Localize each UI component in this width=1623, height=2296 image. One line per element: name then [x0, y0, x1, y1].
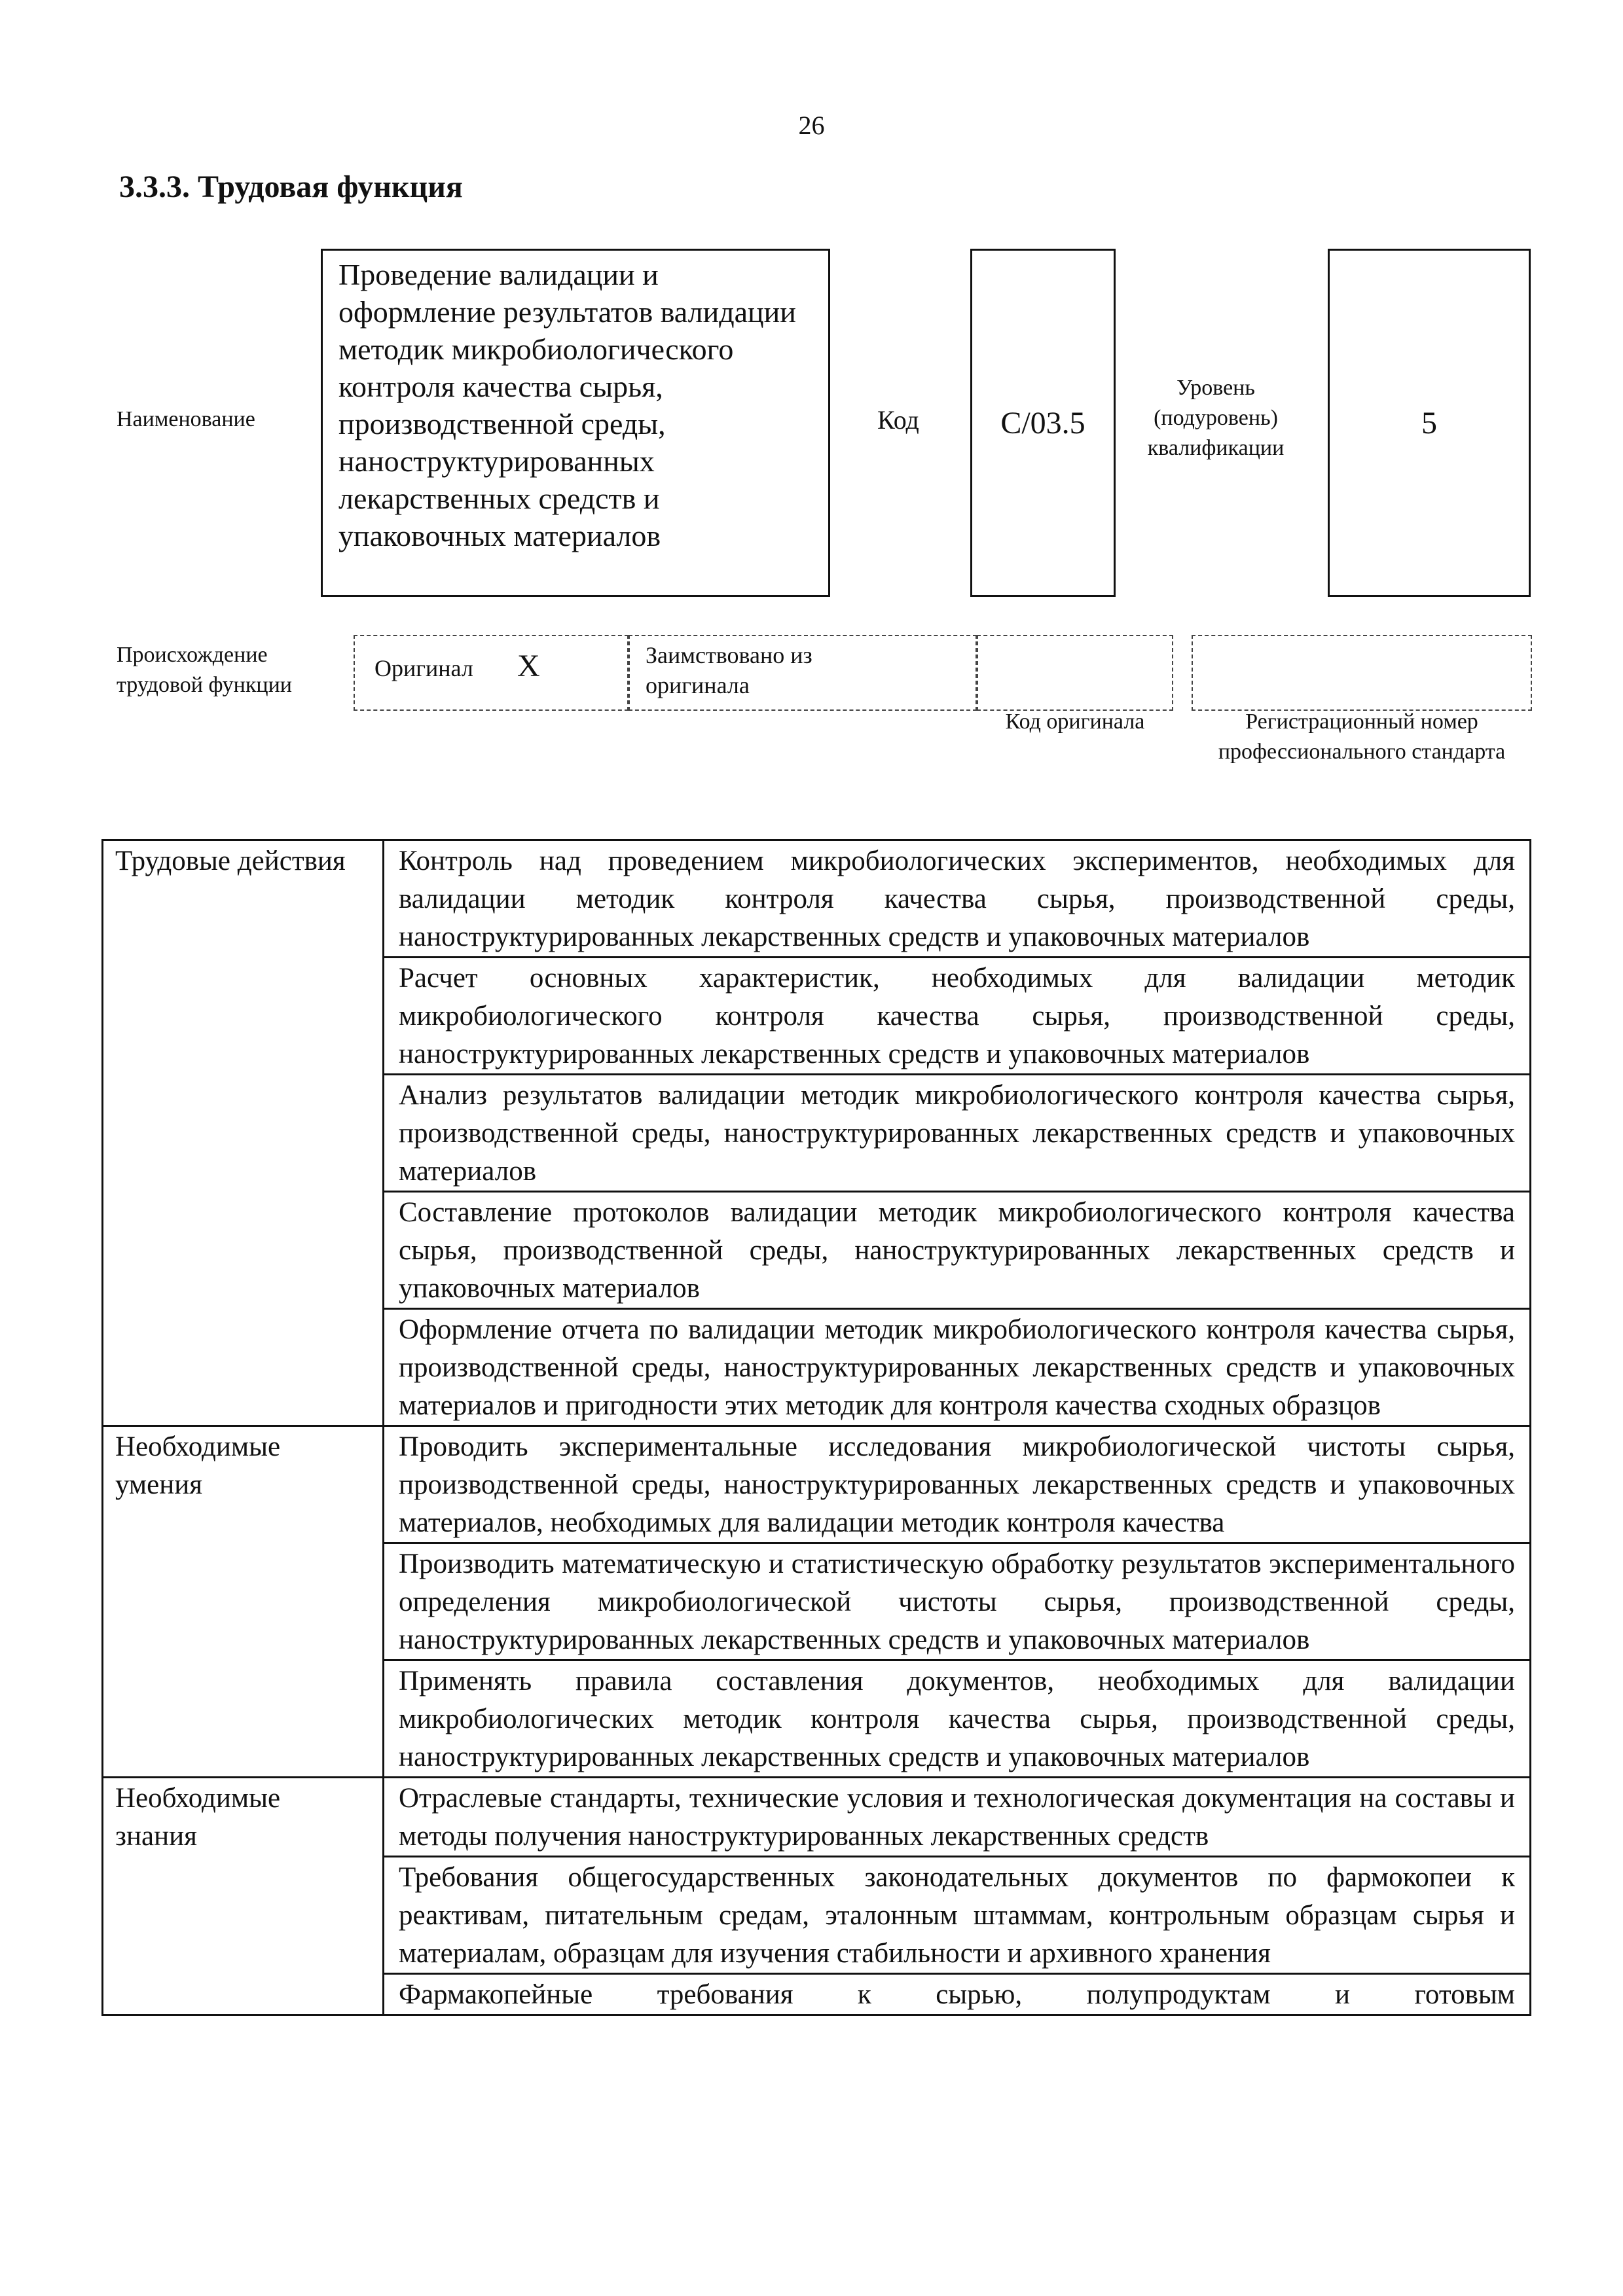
skill-item: Проводить экспериментальные исследования микробиологической чистоты сырья, производственной среды, наноструктурированных лекарственных средств и упаковочных материалов, необходимых для валидации методик контроля качества [384, 1426, 1531, 1543]
code-label: Код [877, 405, 919, 435]
skill-item: Производить математическую и статистическую обработку результатов экспериментального определения микробиологической чистоты сырья, производственной среды, наноструктурированных лекарственных средств и упаковочных материалов [384, 1543, 1531, 1660]
skill-item: Применять правила составления документов, необходимых для валидации микробиологических методик контроля качества сырья, производственной среды, наноструктурированных лекарственных средств и упаковочных материалов [384, 1660, 1531, 1778]
original-code-box [977, 635, 1173, 711]
section-title: 3.3.3. Трудовая функция [119, 170, 463, 204]
knowledge-item: Отраслевые стандарты, технические условия и технологическая документация на составы и методы получения наноструктурированных лекарственных средств [384, 1778, 1531, 1857]
name-label: Наименование [117, 407, 255, 431]
registration-number-caption: Регистрационный номер профессионального стандарта [1218, 709, 1506, 764]
knowledge-label: Необходимые знания [103, 1778, 384, 2015]
action-item: Оформление отчета по валидации методик микробиологического контроля качества сырья, производственной среды, наноструктурированных лекарственных средств и упаковочных материалов и пригодности этих методик для контроля качества сходных образцов [384, 1309, 1531, 1426]
code-value: C/03.5 [1000, 405, 1085, 440]
page-number: 26 [798, 111, 825, 140]
action-item: Анализ результатов валидации методик микробиологического контроля качества сырья, производственной среды, наноструктурированных лекарственных средств и упаковочных материалов [384, 1075, 1531, 1192]
table-row [103, 1778, 1531, 1857]
labor-function-table [101, 839, 1531, 2016]
borrowed-label: Заимствовано из оригинала [646, 642, 812, 698]
original-mark: X [517, 649, 540, 683]
action-item: Составление протоколов валидации методик микробиологического контроля качества сырья, производственной среды, наноструктурированных лекарственных средств и упаковочных материалов [384, 1192, 1531, 1309]
skills-label: Необходимые умения [103, 1426, 384, 1778]
knowledge-item: Фармакопейные требования к сырью, полупродуктам и готовым [384, 1974, 1531, 2015]
original-label: Оригинал [374, 655, 473, 681]
code-box [970, 249, 1116, 597]
action-item: Контроль над проведением микробиологических экспериментов, необходимых для валидации методик контроля качества сырья, производственной среды, наноструктурированных лекарственных средств и упаковочных материалов [384, 840, 1531, 958]
registration-number-box [1192, 635, 1532, 711]
level-label: Уровень (подуровень) квалификации [1147, 376, 1285, 460]
table-row [103, 1426, 1531, 1543]
name-value: Проведение валидации и оформление результатов валидации методик микробиологического контроля качества сырья, производственной среды, наноструктурированных лекарственных средств и упаковочных материалов [338, 258, 796, 552]
origin-label: Происхождение трудовой функции [117, 643, 292, 697]
table-row [103, 840, 1531, 958]
knowledge-item: Требования общегосударственных законодательных документов по фармокопеи к реактивам, питательным средам, эталонным штаммам, контрольным образцам сырья и материалам, образцам для изучения стабильности и архивного хранения [384, 1857, 1531, 1974]
actions-label: Трудовые действия [103, 840, 384, 1426]
original-code-caption: Код оригинала [1005, 709, 1145, 734]
name-box [321, 249, 830, 597]
level-box [1328, 249, 1531, 597]
action-item: Расчет основных характеристик, необходимых для валидации методик микробиологического контроля качества сырья, производственной среды, наноструктурированных лекарственных средств и упаковочных материалов [384, 958, 1531, 1075]
level-value: 5 [1421, 405, 1437, 440]
